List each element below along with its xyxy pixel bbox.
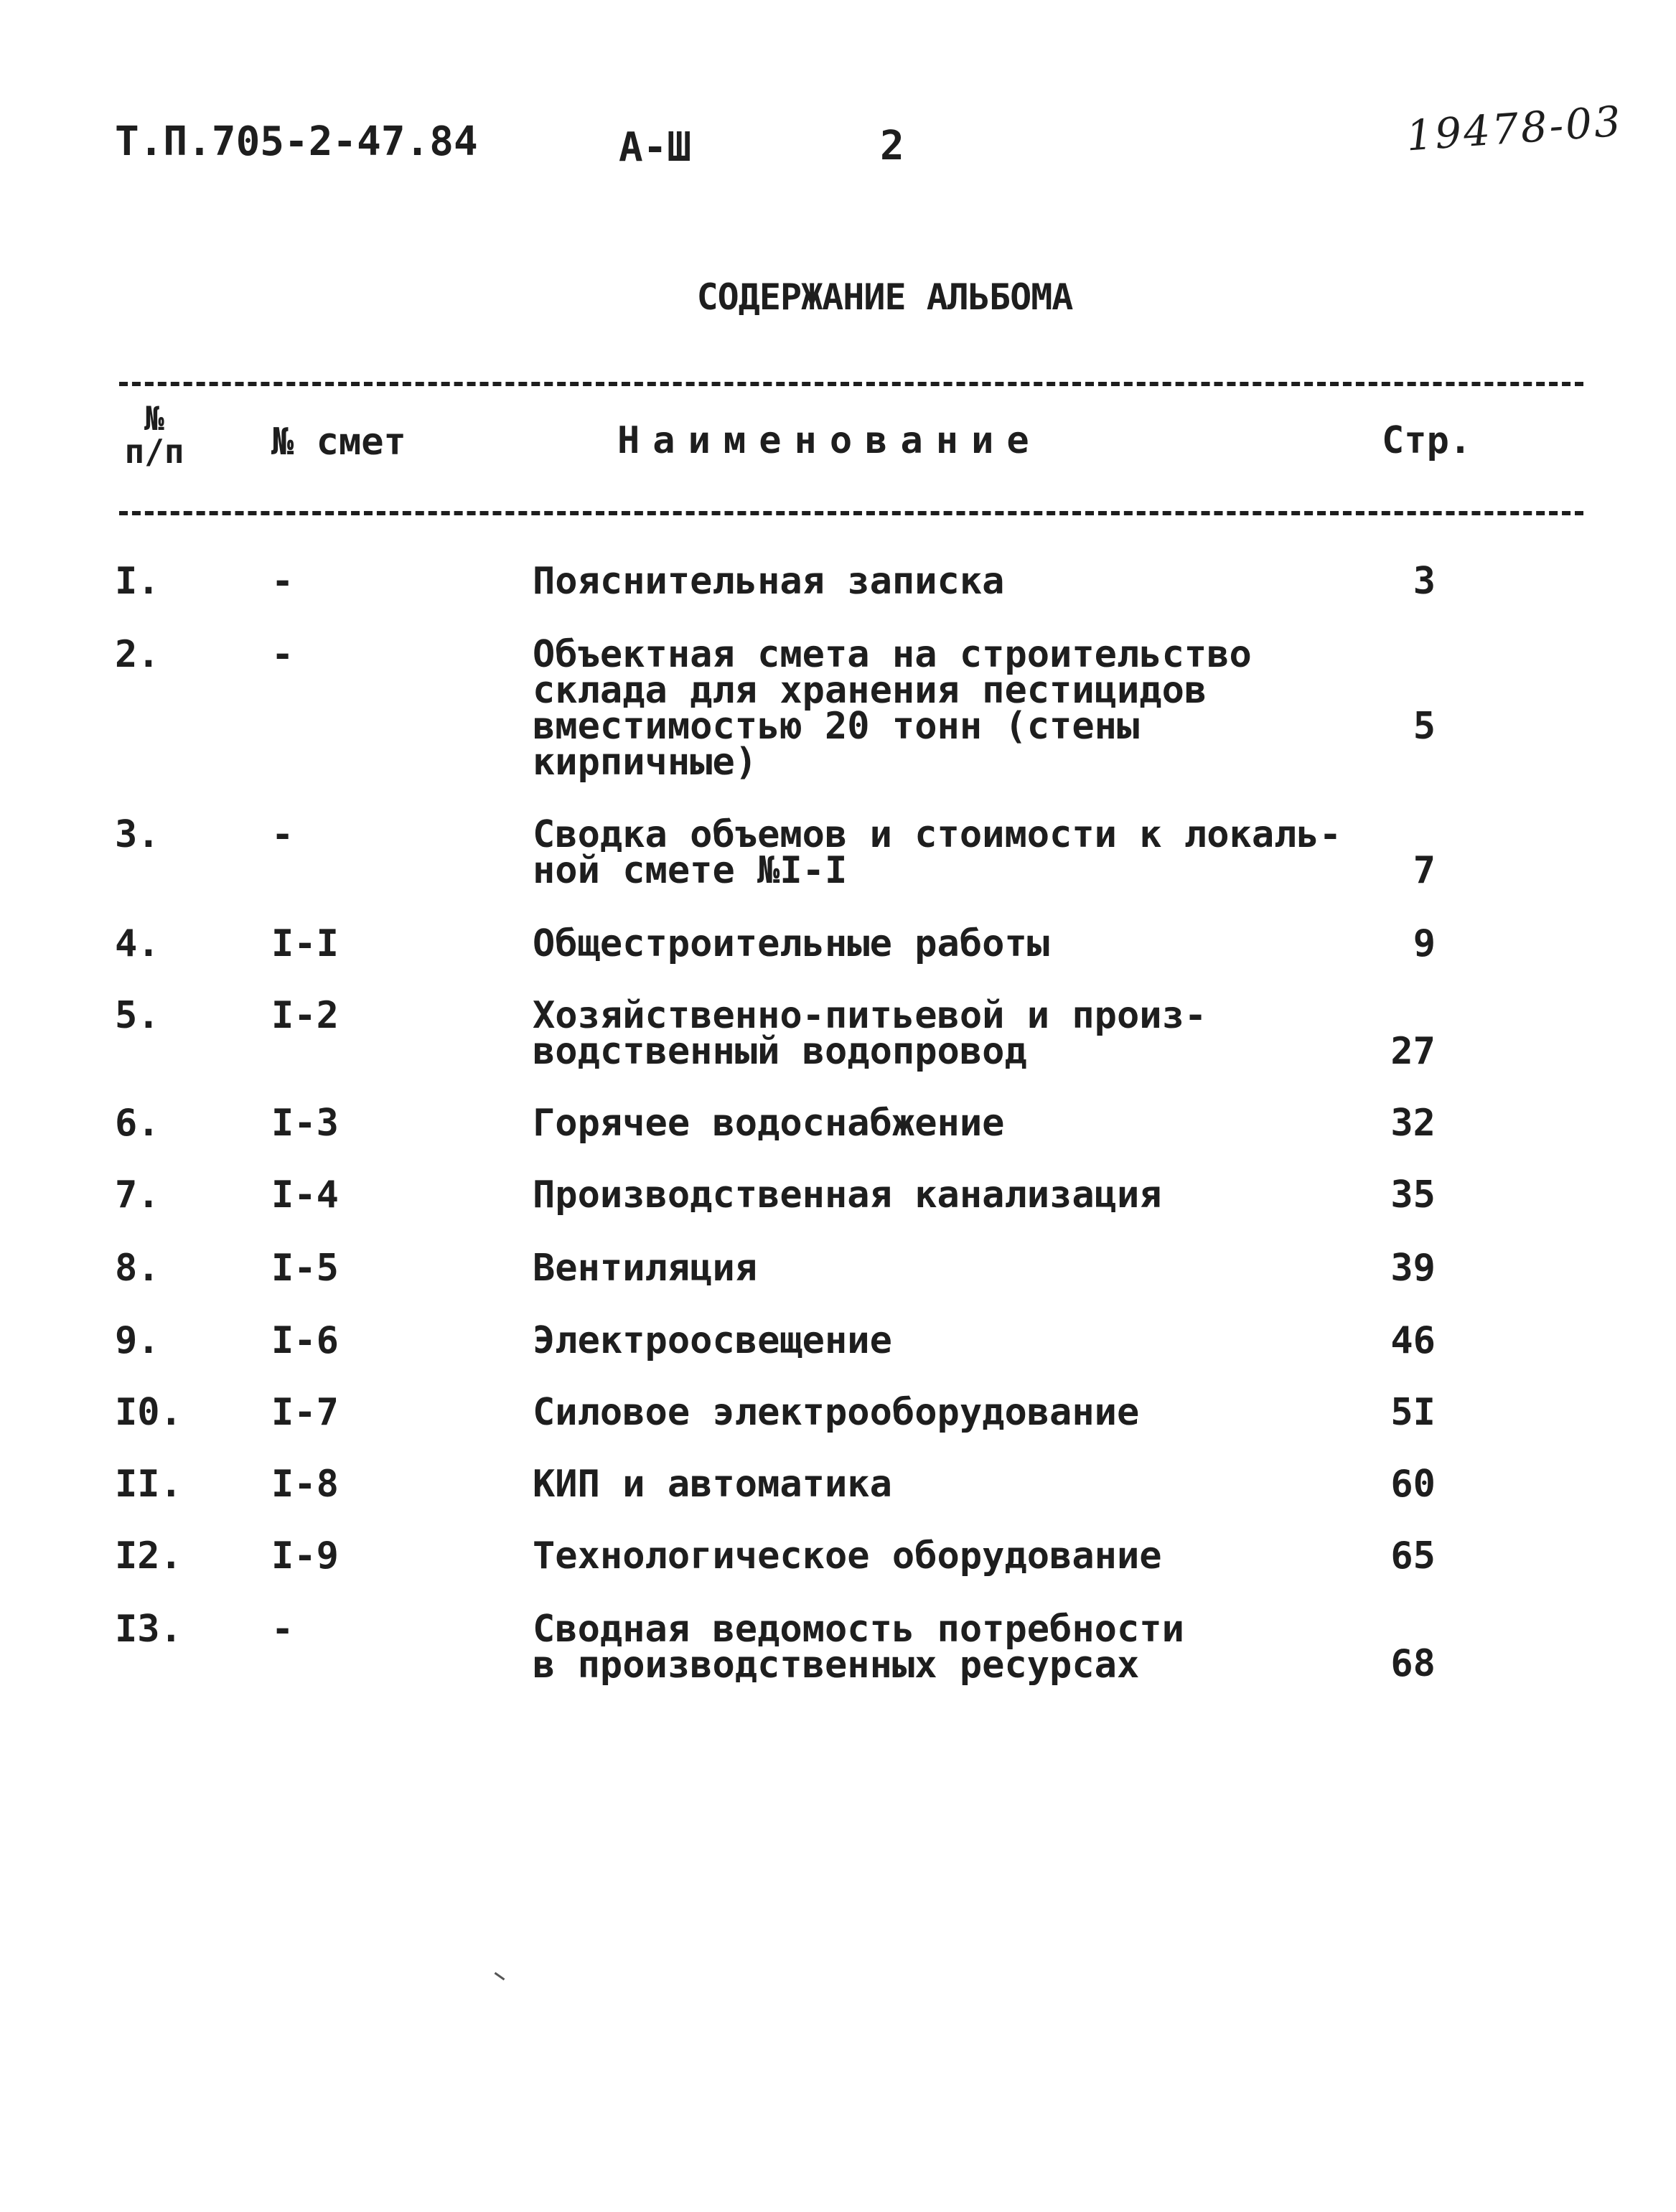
row-page: 65 <box>1390 1534 1436 1578</box>
row-estimate: - <box>271 1608 294 1651</box>
row-number: 9. <box>115 1319 160 1362</box>
row-name: Силовое электрооборудование <box>533 1391 1140 1434</box>
row-estimate: - <box>271 813 294 856</box>
row-page: 27 <box>1390 1030 1436 1073</box>
row-number: 2. <box>115 633 160 676</box>
row-estimate: I-4 <box>271 1173 339 1217</box>
row-page: 46 <box>1390 1319 1436 1362</box>
row-number: 4. <box>115 922 160 965</box>
row-number: 3. <box>115 813 160 856</box>
row-estimate: I-2 <box>271 994 339 1037</box>
row-estimate: - <box>271 560 294 603</box>
row-name: Сводная ведомость потребности в производственных ресурсах <box>533 1608 1184 1687</box>
row-number: 6. <box>115 1102 160 1145</box>
row-page: 32 <box>1390 1102 1436 1145</box>
page-title: СОДЕРЖАНИЕ АЛЬБОМА <box>696 276 1073 318</box>
row-estimate: I-5 <box>271 1247 339 1290</box>
row-name: Горячее водоснабжение <box>533 1102 1005 1145</box>
row-name: Хозяйственно-питьевой и произ- водственный водопровод <box>533 994 1207 1073</box>
row-number: I. <box>115 560 160 603</box>
row-name: Электроосвещение <box>533 1319 892 1362</box>
row-page: 68 <box>1390 1642 1436 1685</box>
row-page: 39 <box>1390 1247 1436 1290</box>
row-number: 8. <box>115 1247 160 1290</box>
row-estimate: I-8 <box>271 1463 339 1506</box>
album-number: А-Ш <box>619 124 692 171</box>
column-header-page: Стр. <box>1382 419 1472 462</box>
row-estimate: I-7 <box>271 1391 339 1434</box>
row-estimate: I-9 <box>271 1534 339 1578</box>
row-number: I0. <box>115 1391 182 1434</box>
row-page: 7 <box>1413 849 1436 892</box>
row-page: 60 <box>1390 1463 1436 1506</box>
row-number: I2. <box>115 1534 182 1578</box>
page-number: 2 <box>880 123 904 169</box>
row-page: 5 <box>1413 705 1436 748</box>
row-estimate: I-I <box>271 922 339 965</box>
row-page: 5I <box>1390 1391 1436 1434</box>
column-header-name: Наименование <box>617 419 1042 462</box>
row-number: 5. <box>115 994 160 1037</box>
row-name: Объектная смета на строительство склада для хранения пестицидов вместимостью 20 тонн (стены кирпичные) <box>533 633 1252 784</box>
row-name: Вентиляция <box>533 1247 758 1290</box>
row-name: Общестроительные работы <box>533 922 1050 965</box>
handwritten-inventory-number: 19478-03 <box>1405 96 1625 161</box>
row-number: II. <box>115 1463 182 1506</box>
row-page: 35 <box>1390 1173 1436 1217</box>
row-estimate: - <box>271 633 294 676</box>
row-number: I3. <box>115 1608 182 1651</box>
row-name: Технологическое оборудование <box>533 1534 1162 1578</box>
row-page: 9 <box>1413 922 1436 965</box>
row-name: Производственная канализация <box>533 1173 1162 1217</box>
column-header-number: № п/п <box>124 399 184 471</box>
row-page: 3 <box>1413 560 1436 603</box>
row-estimate: I-3 <box>271 1102 339 1145</box>
row-number: 7. <box>115 1173 160 1217</box>
document-code: Т.П.705-2-47.84 <box>115 118 478 165</box>
row-name: Пояснительная записка <box>533 560 1005 603</box>
column-header-estimate: № смет <box>271 421 406 464</box>
row-name: Сводка объемов и стоимости к локаль- ной смете №I-I <box>533 813 1342 892</box>
row-estimate: I-6 <box>271 1319 339 1362</box>
row-name: КИП и автоматика <box>533 1463 892 1506</box>
